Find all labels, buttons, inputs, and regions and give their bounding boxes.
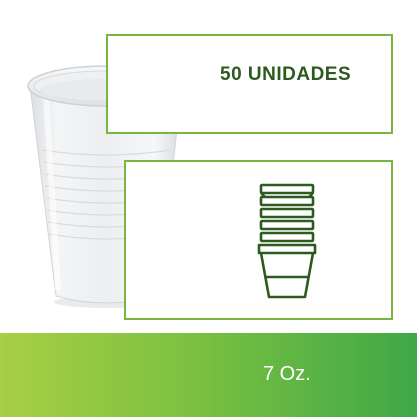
- bottom-color-band: [0, 333, 417, 417]
- unit-count-label: 50 UNIDADES: [220, 64, 352, 85]
- stacked-cups-icon: [255, 183, 319, 301]
- cup-size-label: 7 Oz.: [263, 363, 311, 385]
